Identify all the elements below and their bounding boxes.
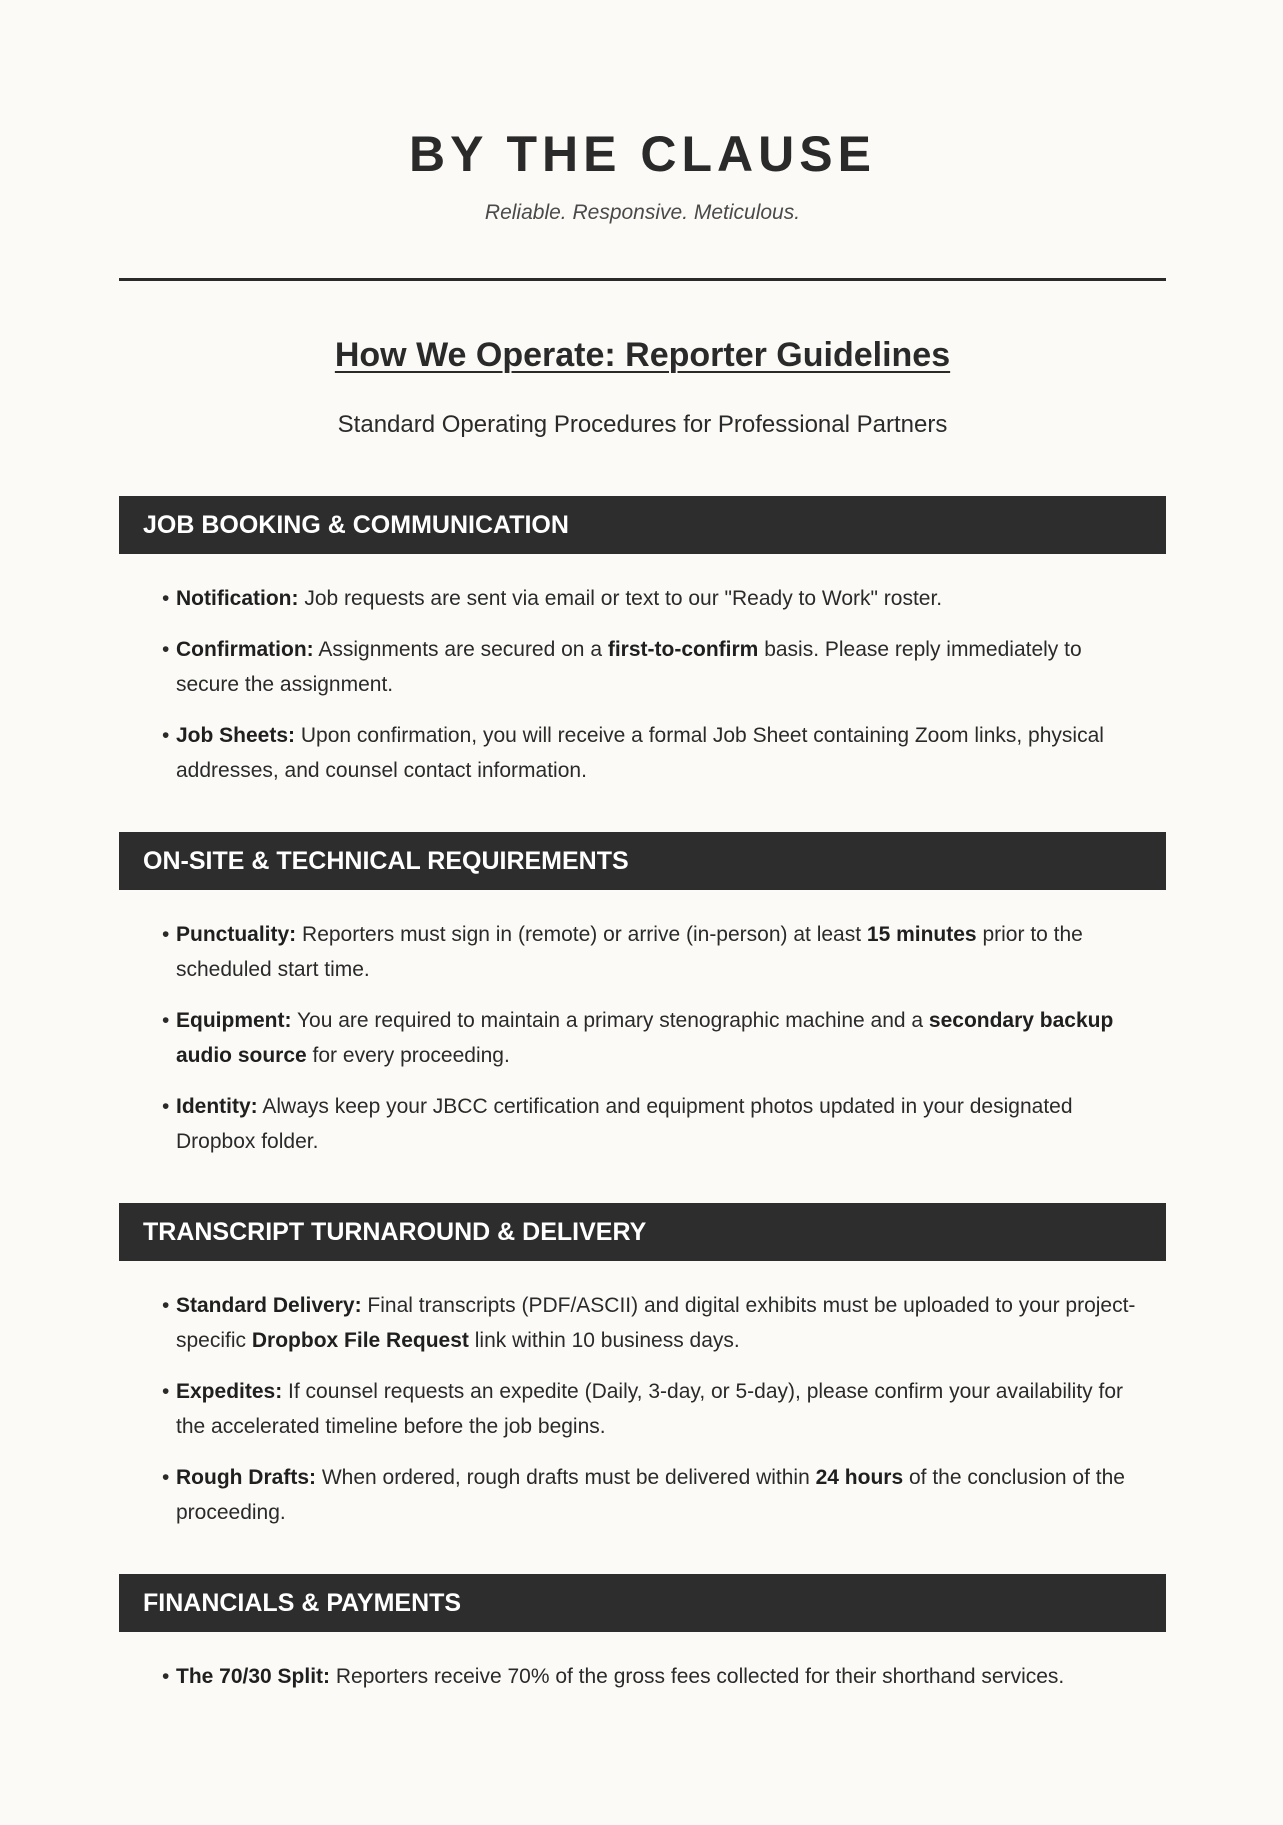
section-heading-transcript: TRANSCRIPT TURNAROUND & DELIVERY [119, 1203, 1166, 1261]
item-emphasis: 24 hours [815, 1466, 904, 1489]
item-text: Job requests are sent via email or text to our "Ready to Work" roster. [304, 587, 943, 610]
section-list-financials [119, 1659, 1166, 1694]
item-label: Punctuality: [176, 923, 297, 946]
item-text: Reporters must sign in (remote) or arrive (in-person) at least [302, 923, 862, 946]
item-text: basis. Please reply immediately to secure the assignment. [176, 638, 1082, 696]
list-item [119, 718, 1166, 788]
section-heading-job-booking: JOB BOOKING & COMMUNICATION [119, 496, 1166, 554]
item-text: for every proceeding. [312, 1044, 510, 1067]
item-emphasis: 15 minutes [866, 923, 977, 946]
item-text: Assignments are secured on a [318, 638, 602, 661]
item-text: link within 10 business days. [474, 1329, 740, 1352]
item-text: Reporters receive 70% of the gross fees collected for their shorthand services. [335, 1665, 1065, 1688]
list-item [119, 1288, 1166, 1358]
section-heading-on-site: ON-SITE & TECHNICAL REQUIREMENTS [119, 832, 1166, 890]
item-text: Upon confirmation, you will receive a formal Job Sheet containing Zoom links, physical addresses, and counsel contact information. [176, 724, 1104, 782]
item-text: If counsel requests an expedite (Daily, 3-day, or 5-day), please confirm your availability for the accelerated timeline before the job begins. [176, 1380, 1123, 1438]
item-emphasis: first-to-confirm [607, 638, 759, 661]
item-text: When ordered, rough drafts must be delivered within [321, 1466, 810, 1489]
item-emphasis: Dropbox File Request [251, 1329, 469, 1352]
list-item [119, 1374, 1166, 1444]
item-label: Job Sheets: [176, 724, 296, 747]
list-item [119, 581, 1166, 616]
list-item [119, 1003, 1166, 1073]
item-text: Final transcripts (PDF/ASCII) and digital exhibits must be uploaded to your project-specific [176, 1294, 1136, 1352]
section-list-job-booking [119, 581, 1166, 788]
list-item [119, 917, 1166, 987]
item-text: You are required to maintain a primary stenographic machine and a [296, 1009, 924, 1032]
section-heading-financials: FINANCIALS & PAYMENTS [119, 1574, 1166, 1632]
list-item [119, 1460, 1166, 1530]
item-label: Expedites: [176, 1380, 283, 1403]
item-label: Equipment: [176, 1009, 292, 1032]
item-label: Confirmation: [176, 638, 314, 661]
brand-title: BY THE CLAUSE [409, 126, 876, 182]
item-label: The 70/30 Split: [176, 1665, 331, 1688]
item-text: of the conclusion of the proceeding. [176, 1466, 1125, 1524]
brand-tagline: Reliable. Responsive. Meticulous. [484, 201, 801, 224]
item-label: Standard Delivery: [176, 1294, 362, 1317]
item-text: Always keep your JBCC certification and equipment photos updated in your designated Dropbox folder. [176, 1095, 1073, 1153]
list-item [119, 1659, 1166, 1694]
page-title: How We Operate: Reporter Guidelines [334, 336, 951, 374]
header-divider [119, 278, 1166, 281]
page-subtitle: Standard Operating Procedures for Professional Partners [337, 411, 948, 438]
item-label: Notification: [176, 587, 299, 610]
list-item [119, 1089, 1166, 1159]
list-item [119, 632, 1166, 702]
item-label: Identity: [176, 1095, 258, 1118]
section-list-transcript [119, 1288, 1166, 1530]
item-text: prior to the scheduled start time. [176, 923, 1083, 981]
item-label: Rough Drafts: [176, 1466, 316, 1489]
document-page [119, 0, 1166, 1694]
item-emphasis: secondary backup audio source [176, 1009, 1114, 1067]
section-list-on-site [119, 917, 1166, 1159]
